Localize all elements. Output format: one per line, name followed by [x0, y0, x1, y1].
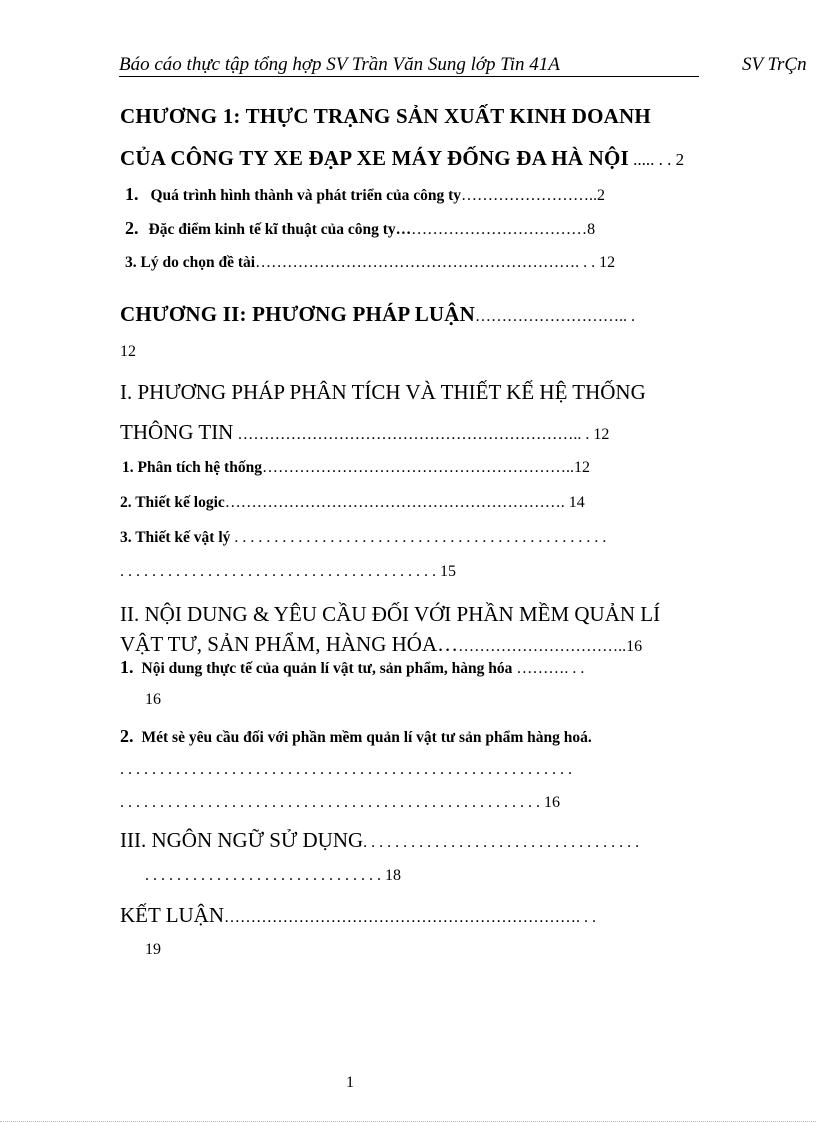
toc-item-title: Nội dung thực tế của quản lí vật tư, sản phẩm, hàng hóa — [141, 660, 513, 677]
toc-item-I-2 — [120, 494, 585, 512]
toc-item-title: 1. Phân tích hệ thống — [122, 459, 262, 476]
toc-item-title: Mét sè yêu cầu đối với phần mềm quản lí vật tư sản phẩm hàng hoá. — [141, 729, 592, 746]
header-right: SV TrÇn — [742, 54, 807, 75]
toc-section-II-line2 — [120, 632, 642, 657]
toc-item-title: 3. Lý do chọn đề tài — [125, 254, 256, 271]
toc-item-I-3 — [120, 529, 606, 547]
toc-item-number: 1. — [125, 184, 139, 204]
toc-section-II-page: …………………………..16 — [458, 638, 643, 655]
toc-item-II-2 — [120, 726, 592, 747]
toc-item-1-3 — [125, 254, 615, 272]
toc-chapter1-line1: CHƯƠNG 1: THỰC TRẠNG SẢN XUẤT KINH DOANH — [120, 104, 651, 128]
toc-chapter2 — [120, 302, 635, 327]
toc-item-1-1 — [125, 184, 605, 205]
toc-section-III — [120, 828, 639, 853]
toc-item-number: 2. — [125, 218, 139, 238]
toc-item-title: 2. Thiết kế logic — [120, 494, 225, 511]
toc-section-II-line1: II. NỘI DUNG & YÊU CẦU ĐỐI VỚI PHẦN MỀM QUẢN LÍ — [120, 602, 661, 626]
page-bottom-border — [0, 1121, 816, 1122]
toc-chapter2-page: 12 — [120, 343, 136, 360]
toc-chapter1-title: CỦA CÔNG TY XE ĐẠP XE MÁY ĐỐNG ĐA HÀ NỘI — [120, 146, 629, 170]
toc-section-II-title: VẬT TƯ, SẢN PHẨM, HÀNG HÓA… — [120, 632, 459, 656]
toc-section-III-title: III. NGÔN NGỮ SỬ DỤNG — [120, 828, 364, 852]
toc-conclusion-title: KẾT LUẬN — [120, 903, 225, 927]
toc-section-III-dots: . . . . . . . . . . . . . . . . . . . . . . . . . . . . . . . . . . . — [363, 834, 640, 851]
toc-item-I-3-page: . . . . . . . . . . . . . . . . . . . . . . . . . . . . . . . . . . . . . . . . 15 — [120, 563, 456, 580]
toc-item-II-2-dots: . . . . . . . . . . . . . . . . . . . . . . . . . . . . . . . . . . . . . . . . . . . . . . . . . . . . . . . . . — [120, 761, 572, 778]
header-rule — [119, 76, 699, 77]
toc-section-III-page: . . . . . . . . . . . . . . . . . . . . . . . . . . . . . . 18 — [145, 867, 401, 884]
toc-item-title: Quá trình hình thành và phát triển của công ty — [150, 187, 461, 204]
toc-item-page: ……………………………8 — [411, 221, 596, 238]
toc-chapter2-title: CHƯƠNG II: PHƯƠNG PHÁP LUẬN — [120, 302, 475, 326]
toc-chapter2-dots: ……………………….. . — [475, 308, 635, 325]
toc-conclusion-dots: …………………………………………………………. . . — [224, 909, 597, 926]
toc-conclusion — [120, 903, 596, 928]
toc-item-number: 1. — [120, 657, 134, 677]
toc-chapter1-line2 — [120, 146, 684, 171]
toc-item-dots: . . . . . . . . . . . . . . . . . . . . . . . . . . . . . . . . . . . . . . . . . . . . . . . — [230, 529, 607, 546]
toc-item-dots: ………. . . — [512, 660, 585, 677]
toc-item-II-1-page: 16 — [145, 691, 161, 708]
toc-item-number: 2. — [120, 726, 134, 746]
toc-chapter1-page: ..... . . 2 — [628, 150, 685, 169]
toc-item-II-2-page: . . . . . . . . . . . . . . . . . . . . . . . . . . . . . . . . . . . . . . . . . . . . . . . . . . . . . 16 — [120, 794, 560, 811]
toc-section-I-title: THÔNG TIN — [120, 420, 234, 444]
toc-item-title: 3. Thiết kế vật lý — [120, 529, 231, 546]
toc-item-title: Đặc điểm kinh tế kĩ thuật của công ty… — [148, 221, 412, 238]
toc-section-I-line2 — [120, 420, 609, 445]
toc-conclusion-page: 19 — [145, 941, 161, 958]
toc-item-page: …………………………………………………..12 — [261, 459, 590, 476]
header-left: Báo cáo thực tập tổng hợp SV Trần Văn Sung lớp Tin 41A — [119, 54, 560, 75]
page-number: 1 — [346, 1074, 354, 1091]
toc-item-page: ……………………..2 — [461, 187, 605, 204]
toc-section-I-page: ……………………………………………………….. . 12 — [233, 426, 610, 443]
toc-item-1-2 — [125, 218, 595, 239]
toc-item-page: ………………………………………………………. 14 — [224, 494, 585, 511]
toc-item-I-1 — [122, 459, 590, 477]
toc-item-page: ……………………………………………………. . . 12 — [255, 254, 616, 271]
toc-section-I-line1: I. PHƯƠNG PHÁP PHÂN TÍCH VÀ THIẾT KẾ HỆ THỐNG — [120, 380, 646, 404]
toc-item-II-1 — [120, 657, 584, 678]
